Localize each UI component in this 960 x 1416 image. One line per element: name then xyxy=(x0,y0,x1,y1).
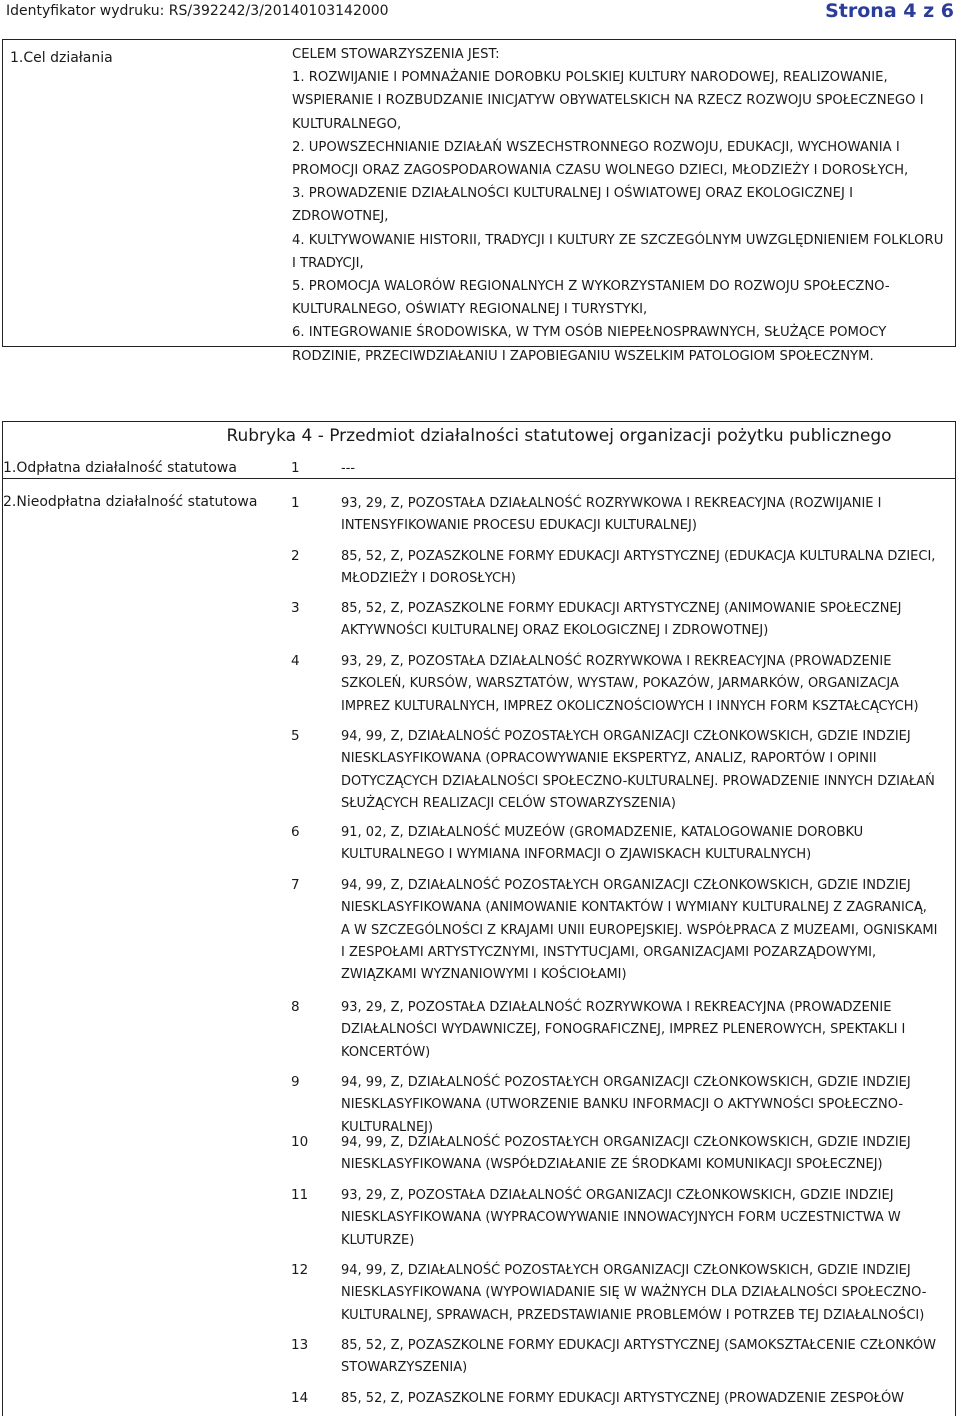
item-number: 11 xyxy=(291,1187,309,1203)
item-number: 7 xyxy=(291,877,300,893)
cel-line: RODZINIE, PRZECIWDZIAŁANIU I ZAPOBIEGANIU WSZELKIM PATOLOGIOM SPOŁECZNYM. xyxy=(292,348,874,364)
item-line: KLUTURZE) xyxy=(341,1232,415,1248)
item-line: 85, 52, Z, POZASZKOLNE FORMY EDUKACJI ARTYSTYCZNEJ (EDUKACJA KULTURALNA DZIECI, xyxy=(341,549,936,564)
item-line: A W SZCZEGÓLNOŚCI Z KRAJAMI UNII EUROPEJSKIEJ. WSPÓŁPRACA Z MUZEAMI, OGNISKAMI xyxy=(341,922,938,938)
item-line: AKTYWNOŚCI KULTURALNEJ ORAZ EKOLOGICZNEJ I ZDROWOTNEJ) xyxy=(341,623,769,639)
cel-line: ZDROWOTNEJ, xyxy=(292,209,389,225)
item-line: 94, 99, Z, DZIAŁALNOŚĆ POZOSTAŁYCH ORGANIZACJI CZŁONKOWSKICH, GDZIE INDZIEJ xyxy=(341,1075,911,1090)
item-line: 94, 99, Z, DZIAŁALNOŚĆ POZOSTAŁYCH ORGANIZACJI CZŁONKOWSKICH, GDZIE INDZIEJ xyxy=(341,1135,911,1150)
item-description xyxy=(341,1260,953,1327)
item-description xyxy=(341,546,953,591)
print-identifier: Identyfikator wydruku: RS/392242/3/20140103142000 xyxy=(6,3,389,19)
item-description xyxy=(341,1072,953,1139)
item-line: NIESKLASYFIKOWANA (ANIMOWANIE KONTAKTÓW I WYMIANY KULTURALNEJ Z ZAGRANICĄ, xyxy=(341,900,927,916)
item-description xyxy=(341,493,953,538)
cel-line: KULTURALNEGO, xyxy=(292,116,402,132)
item-description xyxy=(341,651,953,718)
section-divider xyxy=(3,478,955,479)
item-description xyxy=(341,1335,953,1380)
odplatna-label: 1.Odpłatna działalność statutowa xyxy=(3,460,237,476)
item-description xyxy=(341,875,953,986)
item-description xyxy=(341,1185,953,1252)
item-line: 85, 52, Z, POZASZKOLNE FORMY EDUKACJI ARTYSTYCZNEJ (ANIMOWANIE SPOŁECZNEJ xyxy=(341,601,902,616)
item-line: 85, 52, Z, POZASZKOLNE FORMY EDUKACJI ARTYSTYCZNEJ (SAMOKSZTAŁCENIE CZŁONKÓW xyxy=(341,1338,937,1353)
item-line: STOWARZYSZENIA) xyxy=(341,1360,468,1376)
item-line: 93, 29, Z, POZOSTAŁA DZIAŁALNOŚĆ ROZRYWKOWA I REKREACYJNA (ROZWIJANIE I xyxy=(341,496,882,511)
item-description xyxy=(341,726,953,815)
cel-line: 1. ROZWIJANIE I POMNAŻANIE DOROBKU POLSKIEJ KULTURY NARODOWEJ, REALIZOWANIE, xyxy=(292,70,888,86)
item-number: 2 xyxy=(291,548,300,564)
item-line: ZWIĄZKAMI WYZNANIOWYMI I KOŚCIOŁAMI) xyxy=(341,967,627,983)
item-line: SZKOLEŃ, KURSÓW, WARSZTATÓW, WYSTAW, POKAZÓW, JARMARKÓW, ORGANIZACJA xyxy=(341,676,899,692)
page-number: Strona 4 z 6 xyxy=(825,0,954,22)
cel-dzialania-content xyxy=(292,43,952,368)
rubryka-4-section xyxy=(2,421,956,1416)
item-description xyxy=(341,997,953,1064)
cel-line: CELEM STOWARZYSZENIA JEST: xyxy=(292,47,500,62)
item-line: KONCERTÓW) xyxy=(341,1044,431,1060)
item-number: 9 xyxy=(291,1074,300,1090)
item-number: 10 xyxy=(291,1134,309,1150)
item-line: 93, 29, Z, POZOSTAŁA DZIAŁALNOŚĆ ROZRYWKOWA I REKREACYJNA (PROWADZENIE xyxy=(341,1000,892,1015)
item-description xyxy=(341,1132,953,1177)
item-line: 94, 99, Z, DZIAŁALNOŚĆ POZOSTAŁYCH ORGANIZACJI CZŁONKOWSKICH, GDZIE INDZIEJ xyxy=(341,729,911,744)
item-number: 13 xyxy=(291,1337,309,1353)
item-line: 94, 99, Z, DZIAŁALNOŚĆ POZOSTAŁYCH ORGANIZACJI CZŁONKOWSKICH, GDZIE INDZIEJ xyxy=(341,878,911,893)
print-header xyxy=(6,0,954,26)
item-description xyxy=(341,598,953,643)
item-line: NIESKLASYFIKOWANA (UTWORZENIE BANKU INFORMACJI O AKTYWNOŚCI SPOŁECZNO- xyxy=(341,1097,904,1113)
item-line: SŁUŻĄCYCH REALIZACJI CELÓW STOWARZYSZENIA) xyxy=(341,795,676,811)
rubryka-4-title: Rubryka 4 - Przedmiot działalności statutowej organizacji pożytku publicznego xyxy=(226,426,892,446)
item-description xyxy=(341,822,953,867)
item-line: 93, 29, Z, POZOSTAŁA DZIAŁALNOŚĆ ORGANIZACJI CZŁONKOWSKICH, GDZIE INDZIEJ xyxy=(341,1188,894,1203)
item-number: 6 xyxy=(291,824,300,840)
cel-line: WSPIERANIE I ROZBUDZANIE INICJATYW OBYWATELSKICH NA RZECZ ROZWOJU SPOŁECZNEGO I xyxy=(292,93,924,109)
item-number: 1 xyxy=(291,495,300,511)
item-line: 85, 52, Z, POZASZKOLNE FORMY EDUKACJI ARTYSTYCZNEJ (PROWADZENIE ZESPOŁÓW xyxy=(341,1391,905,1406)
item-line: NIESKLASYFIKOWANA (OPRACOWYWANIE EKSPERTYZ, ANALIZ, RAPORTÓW I OPINII xyxy=(341,751,877,767)
item-line: NIESKLASYFIKOWANA (WYPRACOWYWANIE INNOWACYJNYCH FORM UCZESTNICTWA W xyxy=(341,1210,901,1226)
cel-line: 5. PROMOCJA WALORÓW REGIONALNYCH Z WYKORZYSTANIEM DO ROZWOJU SPOŁECZNO- xyxy=(292,279,890,295)
item-line: KULTURALNEJ, SPRAWACH, PRZEDSTAWIANIE PROBLEMÓW I POTRZEB TEJ DZIAŁALNOŚCI) xyxy=(341,1307,925,1323)
item-line: 93, 29, Z, POZOSTAŁA DZIAŁALNOŚĆ ROZRYWKOWA I REKREACYJNA (PROWADZENIE xyxy=(341,654,892,669)
odplatna-text: --- xyxy=(341,461,356,476)
item-line: DOTYCZĄCYCH DZIAŁALNOŚCI SPOŁECZNO-KULTURALNEJ. PROWADZENIE INNYCH DZIAŁAŃ xyxy=(341,773,935,789)
item-line: KULTURALNEGO I WYMIANA INFORMACJI O ZJAWISKACH KULTURALNYCH) xyxy=(341,847,812,863)
item-number: 4 xyxy=(291,653,300,669)
item-line: DZIAŁALNOŚCI WYDAWNICZEJ, FONOGRAFICZNEJ, IMPREZ PLENEROWYCH, SPEKTAKLI I xyxy=(341,1022,906,1038)
nieodplatna-label: 2.Nieodpłatna działalność statutowa xyxy=(3,494,258,510)
item-line: MŁODZIEŻY I DOROSŁYCH) xyxy=(341,571,516,587)
item-line: IMPREZ KULTURALNYCH, IMPREZ OKOLICZNOŚCIOWYCH I INNYCH FORM KSZTAŁCĄCYCH) xyxy=(341,698,919,714)
cel-line: 6. INTEGROWANIE ŚRODOWISKA, W TYM OSÓB NIEPEŁNOSPRAWNYCH, SŁUŻĄCE POMOCY xyxy=(292,325,887,341)
item-number: 5 xyxy=(291,728,300,744)
item-number: 3 xyxy=(291,600,300,616)
cel-line: KULTURALNEGO, OŚWIATY REGIONALNEJ I TURYSTYKI, xyxy=(292,302,648,318)
cel-line: PROMOCJI ORAZ ZAGOSPODAROWANIA CZASU WOLNEGO DZIECI, MŁODZIEŻY I DOROSŁYCH, xyxy=(292,163,909,179)
item-line: NIESKLASYFIKOWANA (WYPOWIADANIE SIĘ W WAŻNYCH DLA DZIAŁALNOŚCI SPOŁECZNO- xyxy=(341,1285,927,1301)
cel-dzialania-section xyxy=(2,39,956,364)
item-line: NIESKLASYFIKOWANA (WSPÓŁDZIAŁANIE ZE ŚRODKAMI KOMUNIKACJI SPOŁECZNEJ) xyxy=(341,1157,883,1173)
item-line: I ZESPOŁAMI ARTYSTYCZNYMI, INSTYTUCJAMI, ORGANIZACJAMI POZARZĄDOWYMI, xyxy=(341,944,877,960)
cel-line: 4. KULTYWOWANIE HISTORII, TRADYCJI I KULTURY ZE SZCZEGÓLNYM UWZGLĘDNIENIEM FOLKLORU xyxy=(292,232,944,248)
item-number: 14 xyxy=(291,1390,309,1406)
item-number: 12 xyxy=(291,1262,309,1278)
cel-line: 2. UPOWSZECHNIANIE DZIAŁAŃ WSZECHSTRONNEGO ROZWOJU, EDUKACJI, WYCHOWANIA I xyxy=(292,139,900,155)
item-line: INTENSYFIKOWANIE PROCESU EDUKACJI KULTURALNEJ) xyxy=(341,518,697,534)
item-number: 8 xyxy=(291,999,300,1015)
cel-dzialania-label: 1.Cel działania xyxy=(10,50,113,66)
item-description xyxy=(341,1388,953,1410)
cel-line: I TRADYCJI, xyxy=(292,255,364,271)
item-line: 94, 99, Z, DZIAŁALNOŚĆ POZOSTAŁYCH ORGANIZACJI CZŁONKOWSKICH, GDZIE INDZIEJ xyxy=(341,1263,911,1278)
cel-line: 3. PROWADZENIE DZIAŁALNOŚCI KULTURALNEJ I OŚWIATOWEJ ORAZ EKOLOGICZNEJ I xyxy=(292,186,853,202)
odplatna-num: 1 xyxy=(291,460,300,476)
item-line: KULTURALNEJ) xyxy=(341,1119,434,1135)
item-line: 91, 02, Z, DZIAŁALNOŚĆ MUZEÓW (GROMADZENIE, KATALOGOWANIE DOROBKU xyxy=(341,825,864,840)
